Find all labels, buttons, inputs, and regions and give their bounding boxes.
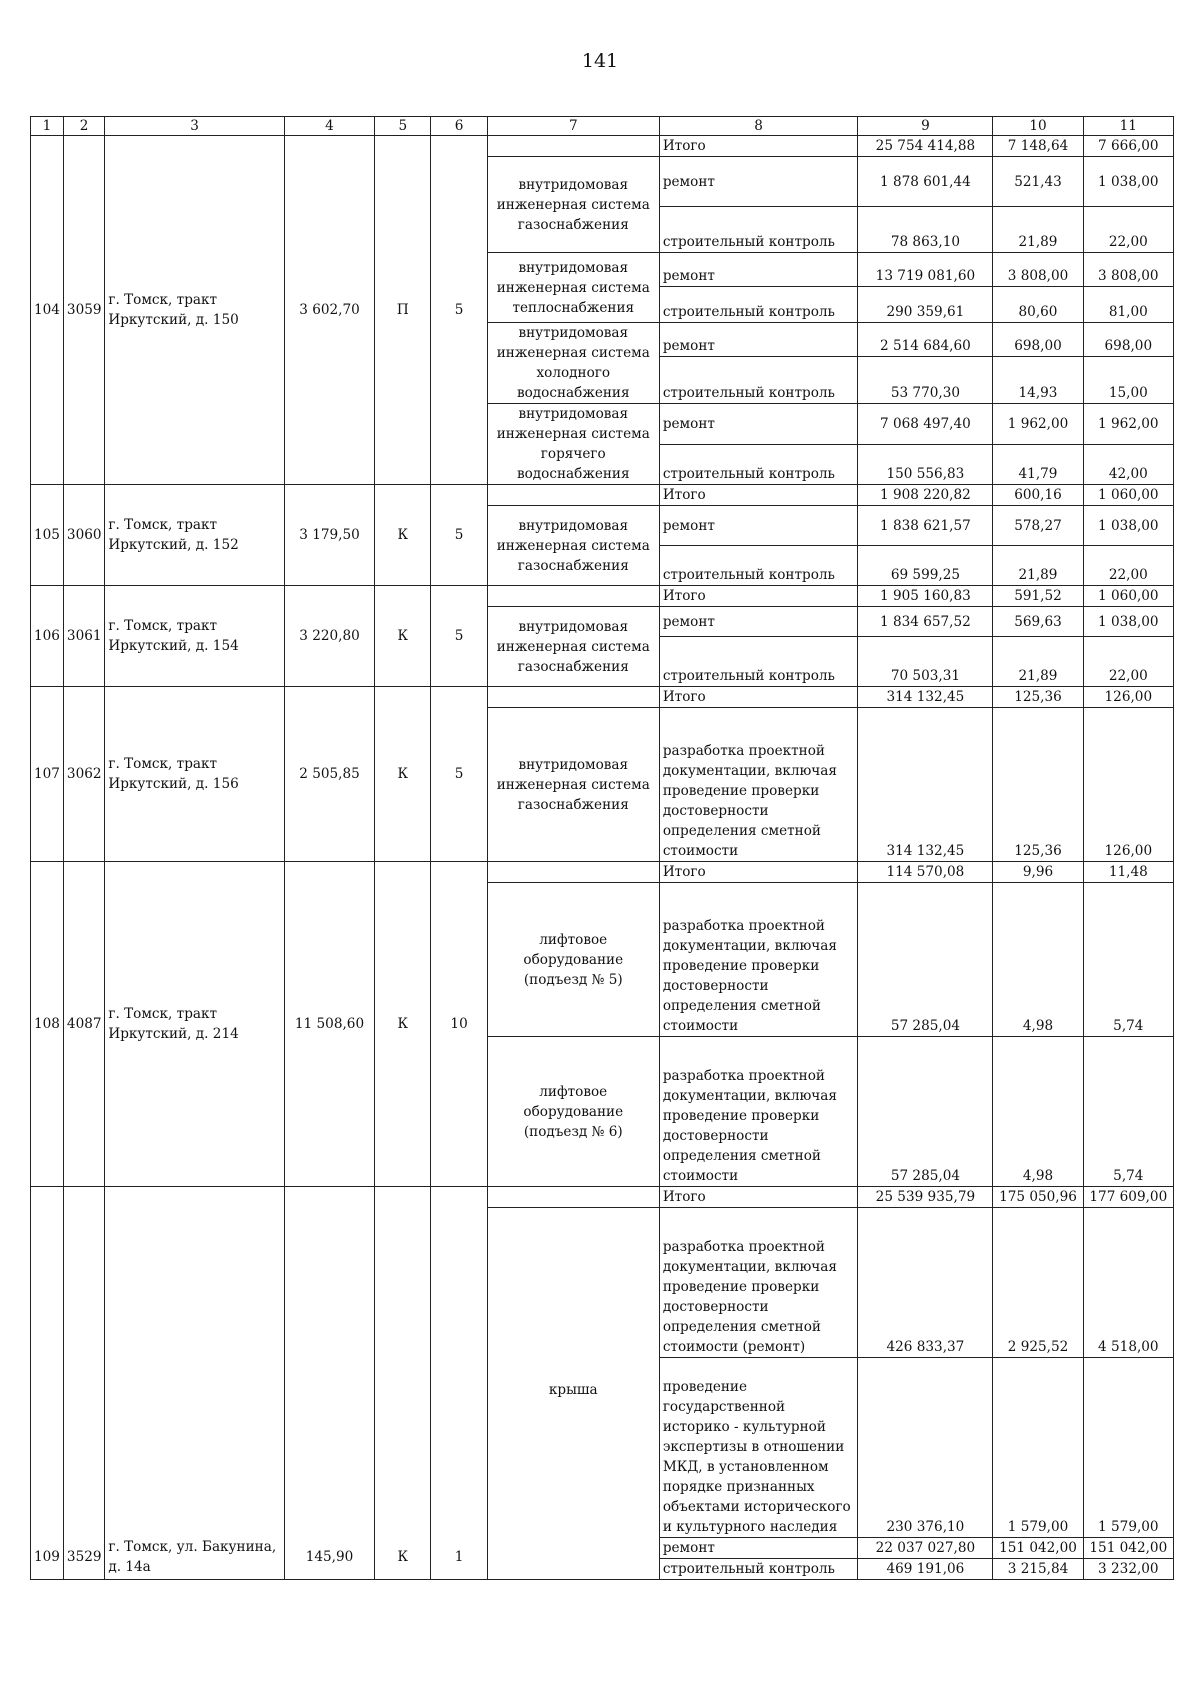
record-type: П — [375, 136, 431, 485]
value-11: 5,74 — [1083, 1037, 1173, 1187]
value-10: 21,89 — [993, 637, 1083, 687]
value-9: 13 719 081,60 — [858, 253, 993, 287]
record-address: г. Томск, тракт Иркутский, д. 154 — [105, 586, 285, 687]
value-11: 22,00 — [1083, 207, 1173, 253]
value-11: 5,74 — [1083, 883, 1173, 1037]
record-address: г. Томск, тракт Иркутский, д. 152 — [105, 485, 285, 586]
total-work-cell — [487, 485, 659, 506]
total-work-cell — [487, 1187, 659, 1208]
table-row — [31, 862, 1174, 883]
value-10: 125,36 — [993, 708, 1083, 862]
work-description: разработка проектной документации, включая проведение проверки достоверности определения сметной стоимости — [659, 883, 858, 1037]
work-type: крыша — [487, 1208, 659, 1580]
total-work-cell — [487, 687, 659, 708]
value-9: 1 834 657,52 — [858, 607, 993, 637]
value-11: 4 518,00 — [1083, 1208, 1173, 1358]
work-description: строительный контроль — [659, 1559, 858, 1580]
total-value-9: 25 754 414,88 — [858, 136, 993, 157]
work-description: строительный контроль — [659, 207, 858, 253]
value-10: 21,89 — [993, 546, 1083, 586]
work-description: разработка проектной документации, включая проведение проверки достоверности определения сметной стоимости (ремонт) — [659, 1208, 858, 1358]
record-area: 11 508,60 — [284, 862, 374, 1187]
record-address: г. Томск, тракт Иркутский, д. 214 — [105, 862, 285, 1187]
record-number: 105 — [31, 485, 64, 586]
record-code: 3061 — [63, 586, 104, 687]
value-9: 22 037 027,80 — [858, 1538, 993, 1559]
value-9: 57 285,04 — [858, 1037, 993, 1187]
work-description: ремонт — [659, 323, 858, 357]
value-10: 151 042,00 — [993, 1538, 1083, 1559]
record-area: 145,90 — [284, 1187, 374, 1580]
record-type: К — [375, 586, 431, 687]
record-floors: 5 — [431, 485, 487, 586]
record-floors: 1 — [431, 1187, 487, 1580]
record-type: К — [375, 862, 431, 1187]
value-11: 1 038,00 — [1083, 506, 1173, 546]
work-description: ремонт — [659, 404, 858, 445]
work-description: разработка проектной документации, включая проведение проверки достоверности определения сметной стоимости — [659, 708, 858, 862]
record-area: 3 220,80 — [284, 586, 374, 687]
value-11: 81,00 — [1083, 287, 1173, 323]
total-value-11: 126,00 — [1083, 687, 1173, 708]
total-label: Итого — [659, 862, 858, 883]
value-9: 1 878 601,44 — [858, 157, 993, 207]
record-floors: 5 — [431, 687, 487, 862]
value-11: 1 579,00 — [1083, 1358, 1173, 1538]
value-10: 80,60 — [993, 287, 1083, 323]
work-type: внутридомовая инженерная система газоснабжения — [487, 607, 659, 687]
total-work-cell — [487, 136, 659, 157]
total-value-9: 25 539 935,79 — [858, 1187, 993, 1208]
value-9: 57 285,04 — [858, 883, 993, 1037]
value-10: 3 215,84 — [993, 1559, 1083, 1580]
total-value-10: 600,16 — [993, 485, 1083, 506]
record-number: 109 — [31, 1187, 64, 1580]
work-type: внутридомовая инженерная система газоснабжения — [487, 157, 659, 253]
total-label: Итого — [659, 586, 858, 607]
value-9: 230 376,10 — [858, 1358, 993, 1538]
work-type: внутридомовая инженерная система горячего водоснабжения — [487, 404, 659, 485]
total-label: Итого — [659, 136, 858, 157]
total-value-11: 11,48 — [1083, 862, 1173, 883]
value-10: 569,63 — [993, 607, 1083, 637]
total-value-11: 1 060,00 — [1083, 586, 1173, 607]
col-1-header: 1 — [31, 117, 64, 136]
work-description: ремонт — [659, 1538, 858, 1559]
table-row — [31, 1187, 1174, 1208]
work-description: строительный контроль — [659, 357, 858, 404]
record-code: 3060 — [63, 485, 104, 586]
record-address: г. Томск, тракт Иркутский, д. 156 — [105, 687, 285, 862]
value-11: 1 038,00 — [1083, 157, 1173, 207]
page-number: 141 — [581, 50, 619, 72]
record-number: 106 — [31, 586, 64, 687]
value-10: 41,79 — [993, 444, 1083, 485]
value-10: 21,89 — [993, 207, 1083, 253]
work-description: ремонт — [659, 157, 858, 207]
value-10: 4,98 — [993, 1037, 1083, 1187]
col-8-header: 8 — [659, 117, 858, 136]
value-9: 314 132,45 — [858, 708, 993, 862]
record-code: 3059 — [63, 136, 104, 485]
total-value-9: 114 570,08 — [858, 862, 993, 883]
total-value-10: 125,36 — [993, 687, 1083, 708]
value-10: 698,00 — [993, 323, 1083, 357]
total-work-cell — [487, 862, 659, 883]
value-9: 469 191,06 — [858, 1559, 993, 1580]
work-type: внутридомовая инженерная система газоснабжения — [487, 506, 659, 586]
work-type: внутридомовая инженерная система теплоснабжения — [487, 253, 659, 323]
total-label: Итого — [659, 1187, 858, 1208]
record-code: 4087 — [63, 862, 104, 1187]
value-10: 3 808,00 — [993, 253, 1083, 287]
value-11: 3 808,00 — [1083, 253, 1173, 287]
work-description: проведение государственной историко - культурной экспертизы в отношении МКД, в установленном порядке признанных объектами исторического и культурного наследия — [659, 1358, 858, 1538]
total-value-10: 7 148,64 — [993, 136, 1083, 157]
work-type: внутридомовая инженерная система газоснабжения — [487, 708, 659, 862]
work-description: ремонт — [659, 607, 858, 637]
value-11: 22,00 — [1083, 637, 1173, 687]
total-value-10: 175 050,96 — [993, 1187, 1083, 1208]
work-type: лифтовое оборудование (подъезд № 6) — [487, 1037, 659, 1187]
record-address: г. Томск, ул. Бакунина, д. 14а — [105, 1187, 285, 1580]
value-10: 2 925,52 — [993, 1208, 1083, 1358]
value-9: 426 833,37 — [858, 1208, 993, 1358]
value-9: 7 068 497,40 — [858, 404, 993, 445]
value-10: 578,27 — [993, 506, 1083, 546]
record-number: 108 — [31, 862, 64, 1187]
record-address: г. Томск, тракт Иркутский, д. 150 — [105, 136, 285, 485]
value-10: 4,98 — [993, 883, 1083, 1037]
record-area: 3 602,70 — [284, 136, 374, 485]
value-11: 1 038,00 — [1083, 607, 1173, 637]
work-description: ремонт — [659, 506, 858, 546]
value-11: 42,00 — [1083, 444, 1173, 485]
col-5-header: 5 — [375, 117, 431, 136]
record-code: 3062 — [63, 687, 104, 862]
value-11: 126,00 — [1083, 708, 1173, 862]
work-description: строительный контроль — [659, 637, 858, 687]
total-value-11: 1 060,00 — [1083, 485, 1173, 506]
total-value-9: 314 132,45 — [858, 687, 993, 708]
value-10: 521,43 — [993, 157, 1083, 207]
record-area: 2 505,85 — [284, 687, 374, 862]
col-3-header: 3 — [105, 117, 285, 136]
total-value-11: 7 666,00 — [1083, 136, 1173, 157]
record-type: К — [375, 485, 431, 586]
total-value-10: 9,96 — [993, 862, 1083, 883]
value-9: 290 359,61 — [858, 287, 993, 323]
record-type: К — [375, 687, 431, 862]
value-11: 22,00 — [1083, 546, 1173, 586]
value-11: 1 962,00 — [1083, 404, 1173, 445]
value-11: 3 232,00 — [1083, 1559, 1173, 1580]
record-number: 107 — [31, 687, 64, 862]
total-value-10: 591,52 — [993, 586, 1083, 607]
value-11: 698,00 — [1083, 323, 1173, 357]
record-code: 3529 — [63, 1187, 104, 1580]
record-floors: 5 — [431, 136, 487, 485]
total-label: Итого — [659, 485, 858, 506]
value-11: 151 042,00 — [1083, 1538, 1173, 1559]
work-type: лифтовое оборудование (подъезд № 5) — [487, 883, 659, 1037]
value-9: 78 863,10 — [858, 207, 993, 253]
table-row — [31, 136, 1174, 157]
col-4-header: 4 — [284, 117, 374, 136]
table-row — [31, 586, 1174, 607]
value-10: 1 579,00 — [993, 1358, 1083, 1538]
work-description: разработка проектной документации, включая проведение проверки достоверности определения сметной стоимости — [659, 1037, 858, 1187]
total-work-cell — [487, 586, 659, 607]
table-row — [31, 687, 1174, 708]
value-11: 15,00 — [1083, 357, 1173, 404]
value-9: 69 599,25 — [858, 546, 993, 586]
value-9: 70 503,31 — [858, 637, 993, 687]
total-label: Итого — [659, 687, 858, 708]
col-11-header: 11 — [1083, 117, 1173, 136]
work-type: внутридомовая инженерная система холодного водоснабжения — [487, 323, 659, 404]
total-value-9: 1 908 220,82 — [858, 485, 993, 506]
col-6-header: 6 — [431, 117, 487, 136]
col-10-header: 10 — [993, 117, 1083, 136]
col-7-header: 7 — [487, 117, 659, 136]
work-description: строительный контроль — [659, 287, 858, 323]
col-2-header: 2 — [63, 117, 104, 136]
value-9: 150 556,83 — [858, 444, 993, 485]
value-9: 1 838 621,57 — [858, 506, 993, 546]
record-type: К — [375, 1187, 431, 1580]
col-9-header: 9 — [858, 117, 993, 136]
work-description: строительный контроль — [659, 546, 858, 586]
table-row — [31, 485, 1174, 506]
value-9: 2 514 684,60 — [858, 323, 993, 357]
value-10: 14,93 — [993, 357, 1083, 404]
record-number: 104 — [31, 136, 64, 485]
program-table — [30, 116, 1174, 1580]
value-9: 53 770,30 — [858, 357, 993, 404]
value-10: 1 962,00 — [993, 404, 1083, 445]
work-description: строительный контроль — [659, 444, 858, 485]
total-value-9: 1 905 160,83 — [858, 586, 993, 607]
record-area: 3 179,50 — [284, 485, 374, 586]
header-row — [31, 117, 1174, 136]
record-floors: 5 — [431, 586, 487, 687]
total-value-11: 177 609,00 — [1083, 1187, 1173, 1208]
work-description: ремонт — [659, 253, 858, 287]
record-floors: 10 — [431, 862, 487, 1187]
